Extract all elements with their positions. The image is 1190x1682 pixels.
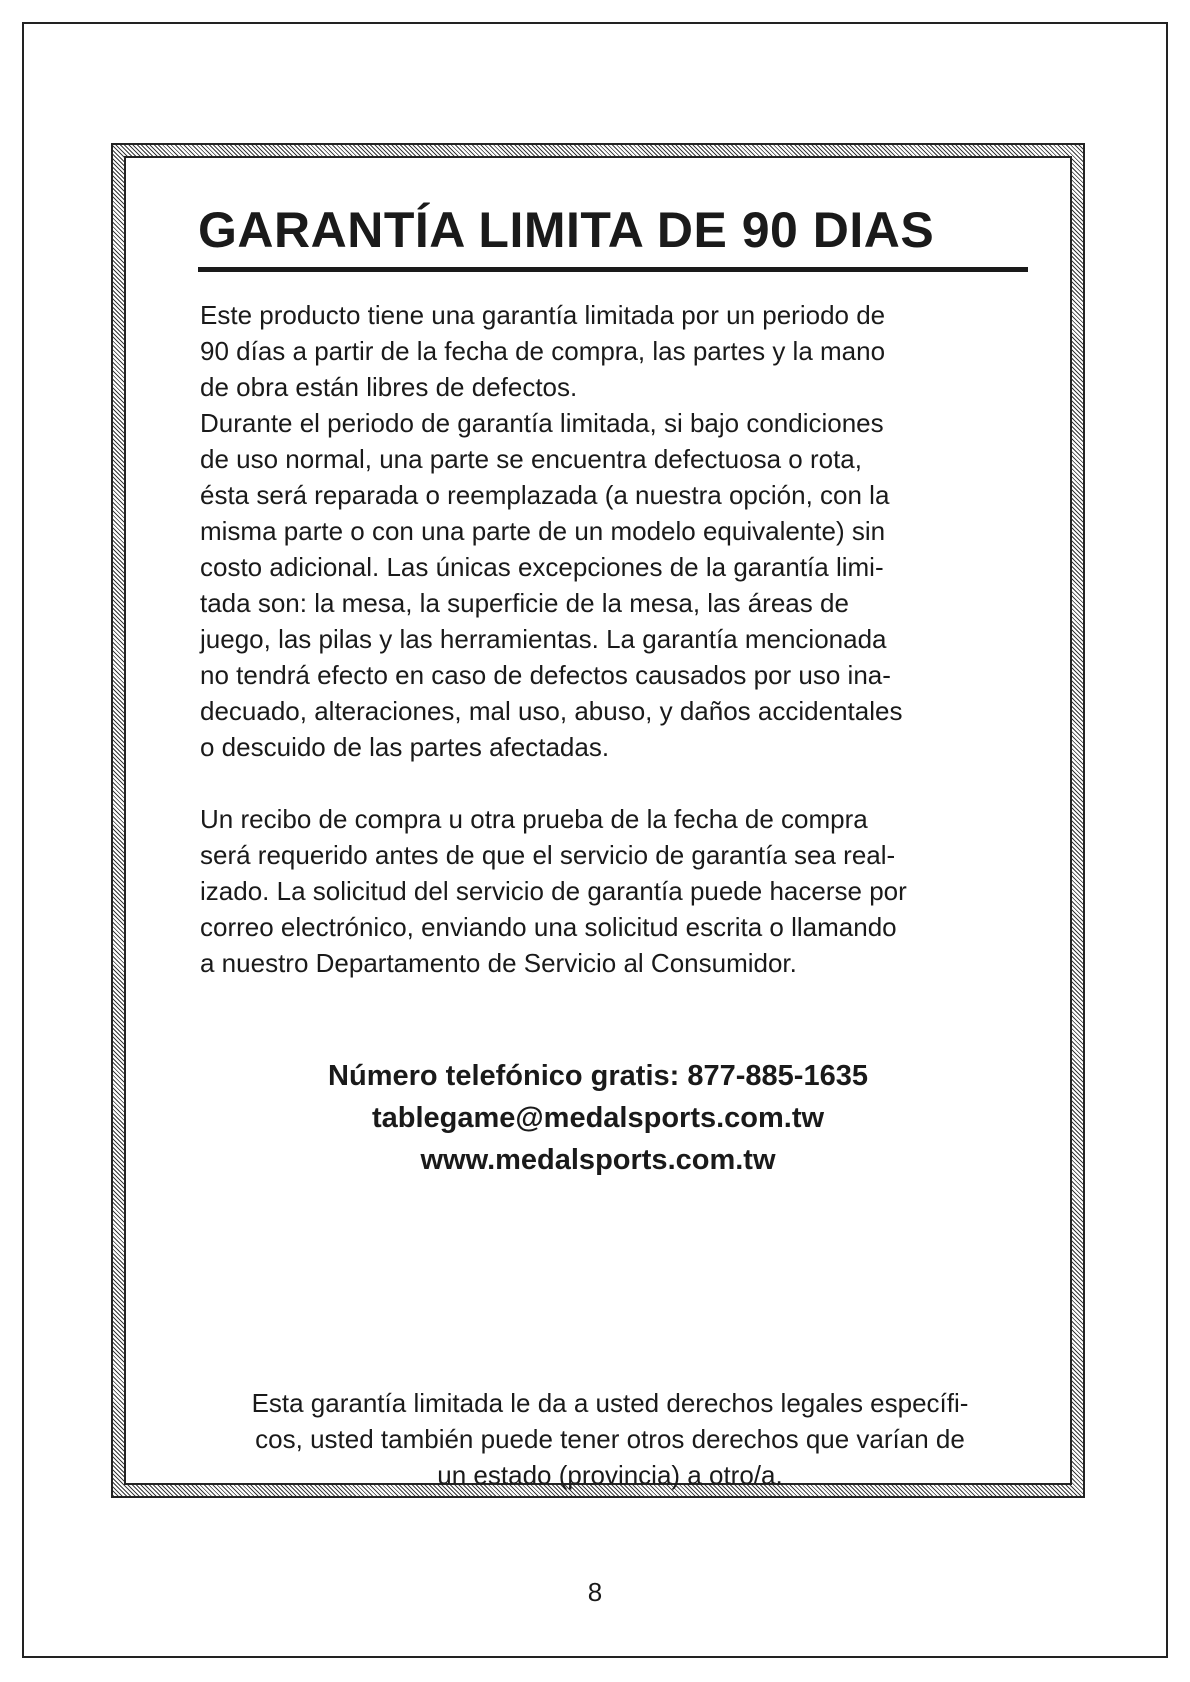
text-line: no tendrá efecto en caso de defectos causados por uso ina- [200,660,891,690]
text-line: correo electrónico, enviando una solicitud escrita o llamando [200,912,897,942]
phone-number: Número telefónico gratis: 877-885-1635 [328,1060,868,1092]
text-line: decuado, alteraciones, mal uso, abuso, y daños accidentales [200,696,903,726]
text-line: misma parte o con una parte de un modelo equivalente) sin [200,516,886,546]
text-line: Esta garantía limitada le da a usted derechos legales específi- [251,1388,969,1418]
title-underline [198,267,1028,272]
text-line: será requerido antes de que el servicio de garantía sea real- [200,840,896,870]
website-link[interactable]: www.medalsports.com.tw [420,1144,776,1176]
page-number: 8 [587,1577,603,1607]
text-line: un estado (provincia) a otro/a. [437,1460,783,1490]
text-line: ésta será reparada o reemplazada (a nuestra opción, con la [200,480,890,510]
text-line: a nuestro Departamento de Servicio al Consumidor. [200,948,797,978]
text-line: juego, las pilas y las herramientas. La garantía mencionada [200,624,887,654]
text-line: izado. La solicitud del servicio de garantía puede hacerse por [200,876,907,906]
text-line: Este producto tiene una garantía limitada por un periodo de [200,300,886,330]
text-line: de uso normal, una parte se encuentra defectuosa o rota, [200,444,862,474]
text-line: cos, usted también puede tener otros derechos que varían de [255,1424,965,1454]
text-line: de obra están libres de defectos. [200,372,578,402]
text-line: costo adicional. Las únicas excepciones de la garantía limi- [200,552,884,582]
warranty-content [124,156,1072,1490]
text-line: tada son: la mesa, la superficie de la mesa, las áreas de [200,588,849,618]
page-title: GARANTÍA LIMITA DE 90 DIAS [198,202,935,258]
text-line: o descuido de las partes afectadas. [200,732,610,762]
warranty-paragraph-1 [200,297,1020,765]
warranty-paragraph-2 [200,801,1020,981]
contact-block [126,1055,1070,1181]
text-line: Un recibo de compra u otra prueba de la fecha de compra [200,804,868,834]
text-line: 90 días a partir de la fecha de compra, las partes y la mano [200,336,886,366]
warranty-box [111,143,1085,1498]
text-line: Durante el periodo de garantía limitada, si bajo condiciones [200,408,884,438]
legal-notice [186,1385,1034,1493]
email-link[interactable]: tablegame@medalsports.com.tw [371,1102,825,1134]
